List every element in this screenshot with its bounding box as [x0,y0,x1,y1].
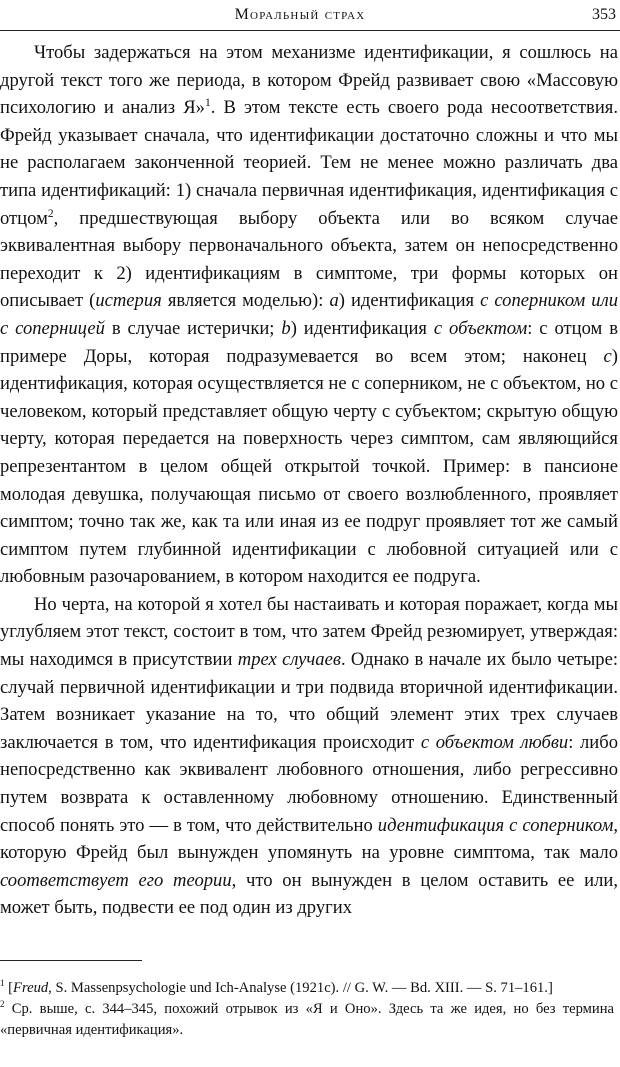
italic-term: с объектом любви [420,731,569,753]
italic-term: идентификация с соперником [377,814,614,836]
footnote-ref-1[interactable]: 1 [204,97,211,109]
italic-term: соответствует его теории [0,869,232,891]
page-header [0,4,620,28]
footnotes [0,978,614,1041]
italic-letter: b [281,317,291,339]
paragraph-2: Но черта, на которой я хотел бы настаивать и которая поражает, когда мы углубляем этот текст, состоит в том, что затем Фрейд резюмирует, утверждая: мы находимся в присутствии трех случаев. Однако в начале их было четыре: случай первичной идентификации и три подвида вторичной идентификации. Затем возникает указание на то, что общий элемент этих трех случаев заключается в том, что идентификация происходит с объектом любви: либо непосредственно как эквивалент любовного отношения, либо регрессивно путем возврата к оставленному любовному отношению. Единственный способ понять это — в том, что действительно идентификация с соперником, которую Фрейд был вынужден упомянуть на уровне симптома, так мало соответствует его теории, что он вынужден в целом оставить ее или, может быть, подвести ее под один из других [0,593,618,919]
footnote-2: $^2$ Ср. выше, с. 344–345, похожий отрывок из «Я и Оно». Здесь та же идея, но без термина «первичная идентификация». [0,999,614,1038]
page-number: 353 [592,6,616,23]
italic-letter: c [603,345,612,367]
footnote-ref-2[interactable]: 2 [47,207,54,220]
italic-letter: a [329,290,339,312]
running-title: Моральный страх [234,6,366,23]
main-text [0,39,618,922]
italic-term: с объектом [433,317,528,339]
footnote-marker-1: 1 [0,978,5,989]
footnote-1: $^1$ [Freud, S. Massenpsychologie und Ich-Analyse (1921c). // G. W. — Bd. XIII. — S. 71–161.] [0,978,553,996]
italic-term: трех случаев [237,649,341,671]
footnote-author: Freud [13,980,49,996]
footnote-marker-2: 2 [0,999,5,1010]
footnote-rule [0,960,142,961]
header-rule [0,30,620,31]
italic-term: с соперником или с соперницей [0,290,618,339]
paragraph-1: Чтобы задержаться на этом механизме идентификации, я сошлюсь на другой текст того же периода, в котором Фрейд развивает свою «Массовую психологию и анализ Я»$^1$. В этом тексте есть своего рода несоответствия. Фрейд указывает сначала, что идентификации достаточно сложны и что мы не располагаем законченной теорией. Тем не менее можно различать два типа идентификаций: 1) сначала первичная идентификация, идентификация с отцом$^2$, предшествующая выбору объекта или во всяком случае эквивалентная выбору первоначального объекта, затем он непосредственно переходит к 2) идентификациям в симптоме, три формы которых он описывает (истерия является моделью): a) идентификация с соперником или с соперницей в случае истерички; b) идентификация с объектом: с отцом в примере Доры, которая подразумевается во всем этом; наконец c) идентификация, которая осуществляется не с соперником, не с объектом, но с человеком, который представляет общую черту с субъектом; скрытую общую черту, которая передается на поверхность через симптом, сам являющийся репрезентантом в целом общей открытой точкой. Пример: в пансионе молодая девушка, получающая письмо от своего возлюбленного, проявляет симптом; точно так же, как та или иная из ее подруг проявляет тот же самый симптом путем глубинной идентификации с любовной ситуацией или с любовным разочарованием, в котором находится ее подруга. [0,42,618,588]
italic-term: истерия [95,290,162,312]
